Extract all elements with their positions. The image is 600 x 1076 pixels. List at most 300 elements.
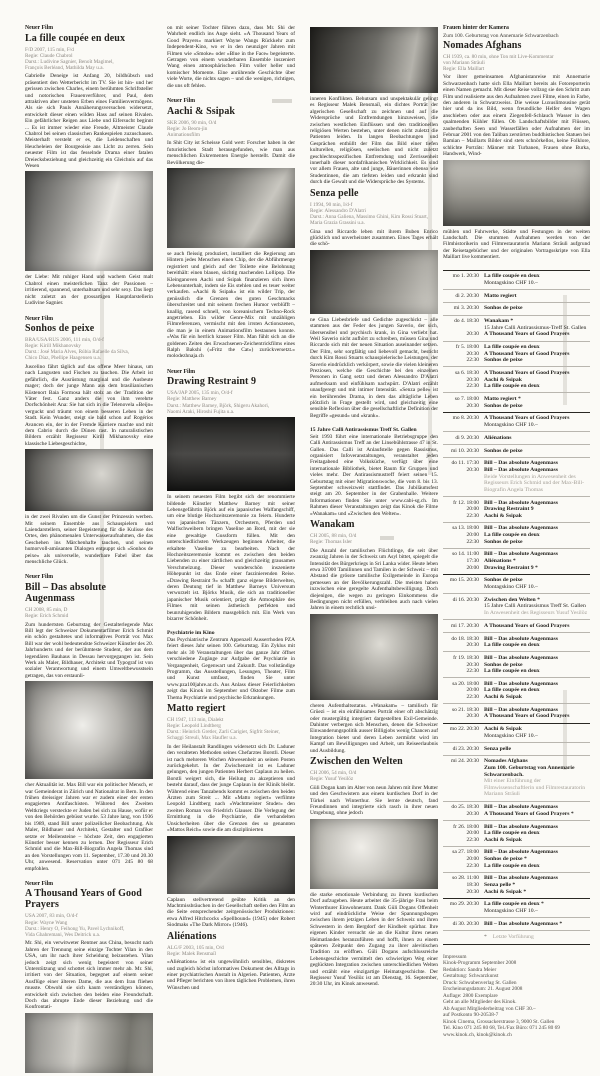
schedule-day [443,755,590,801]
show-datetime: mi 24. 20:30 [451,758,479,765]
schedule-row [443,422,590,429]
film-still-nomades [443,160,590,226]
schedule-day [443,677,590,703]
schedule-day [443,289,590,302]
schedule-row [443,694,590,701]
schedule-row [443,577,590,584]
film-meta-line: ALG/F 2003, 105 min, O/d [167,944,224,951]
film-meta-line: Animationsfilm [167,131,200,138]
film-meta-line: Darst.: Heinrich Gretler, Zarli Carigiet, Sigfrit Steiner, [167,729,280,736]
show-datetime: 22:30 [466,357,479,364]
show-datetime: mo 1. 20:30 [452,273,479,280]
show-film-title: Aachi & Ssipak * [484,888,527,895]
schedule-row [443,565,590,572]
schedule-row [443,293,590,300]
show-datetime: fr 12. 18:00 [453,499,479,506]
film-meta [167,390,295,414]
show-datetime [443,908,484,915]
schedule-row [443,280,590,287]
film-meta-line: CH 2008, 85 min, D [25,606,68,613]
schedule-row [443,713,590,720]
schedule-day [443,632,590,651]
schedule-row [443,403,590,410]
show-note: Zum 100. Geburtstag von Annemarie Schwarzenbach. [484,764,575,778]
schedule-day [443,366,590,392]
show-film-title: Matto regiert * [484,396,521,403]
show-film-title: Bill – Das absolute Augenmass [484,466,558,473]
schedule-row [443,551,590,558]
film-meta-line: Regie: Wayne Wang [25,919,68,926]
show-datetime [443,610,484,617]
film-meta [310,533,438,545]
show-datetime: sa 6. 18:30 [455,370,479,377]
show-film-title: Aachi & Ssipak [484,836,522,843]
article-body: Seit 1993 führt eine internationale Betriebsgruppe den Calli Antirassismus Treff an der Linsebühlstrasse 47 in St. Gallen. Das Calli ist Anlaufstelle gegen Rassismus, organisiert Infoveranstaltungen, veranstaltet jeden Freitagabend eine Volksküche, verfügt über eine internationale Bibliothek, bietet Raum für Gruppen und vieles mehr. Der Antirassismustreff feiert seinen 15. Geburtstag mit einer Migrationswoche, die vom 8. bis 13. September schweizweit stattfindet. Das Jubiläumsfest steigt am 20. September in der Grabenhalle. Weitere Informationen finden Sie unter www.cabi-sg.ch. Im Rahmen dieser Veranstaltungen zeigt das Kinok die Filme «Wanakam» und «Zwischen den Welten». [310,433,438,517]
show-datetime: mi 3. 20:30 [453,305,479,312]
show-film-title: La fille coupée en deux [484,532,540,539]
film-meta-line: Darst.: Ludivine Sagnier, Benoît Magimel, [25,58,114,65]
show-film-title: Sonhos de peixe [484,661,523,668]
schedule-row [443,655,590,662]
show-datetime: so 21. 18:30 [451,706,479,713]
show-film-title: A Thousand Years of Good Prayers * [484,810,574,817]
show-datetime: mo 22. 20:30 [449,726,479,733]
show-film-title: Bill – Das absolute Augenmass [484,680,558,687]
show-datetime: 20:30 [466,713,479,720]
schedule-day [443,593,590,619]
film-meta-line: Naomi Araki, Hiroshi Fujita u.a. [167,408,235,415]
show-datetime: mo 15. 20:30 [449,577,479,584]
section-kicker: Neuer Film [167,368,196,375]
schedule-day [443,801,590,820]
show-datetime [443,422,484,429]
article-body: in der zwei Rivalen um die Gunst der Prinzessin werben. Mit seinem Ensemble aus Schauspielern und Laiendarstellern, seiner Begeisterung für die Kulisse des Ortes, den phänomenalen Unterwasseraufnahmen, die das Geschehen ins Märchenhafte tauchen, und seinen humorvoll-amüsanten Dialogen entpuppt sich «Sonhos de peixe» als universelle, wunderbare Fabel über das menschliche Glück. [25,514,153,565]
film-meta-line: Maria Grazia Grassini u.a. [310,219,365,226]
article-body: «Aliénations» ist ein ungewöhnlich sensibles, diskretes und zugleich höchst informatives Dokument des Alltags in einer psychiatrischen Anstalt in Algerien. Patienten, Ärzte und Pfleger berichten von ihren täglichen Problemen, ihren Wünschen und [167,959,295,991]
film-title-wanakam: Wanakam [310,519,355,531]
article-body: In Shit City ist Scheisse Gold wert: Forscher haben in der futuristischen Stadt herausgefunden, wie man aus menschlichen Exkrementen Energie herstellt. Damit die Bevölkerung die- [167,140,295,166]
film-meta [25,913,153,937]
schedule-row [443,396,590,403]
schedule-day [443,271,590,289]
schedule-row [443,525,590,532]
schedule-row [443,623,590,630]
section-subkicker: Zum 100. Geburtstag von Annemarie Schwarzenbach [443,32,559,39]
show-film-title: A Thousand Years of Good Prayers [484,622,570,629]
schedule-day [443,444,590,457]
impressum-line: Geht an alle Mitglieder des Kinok. [443,999,517,1006]
impressum-line: Gestaltung: Schwarzkunst [443,973,499,980]
schedule-row [443,642,590,649]
film-meta-line: Regie: Thomas Isler [310,539,352,546]
film-meta-line: CH 1939, ca. 80 min, ohne Ton mit Live-Kommentar [443,53,554,60]
film-meta-line: Darst.: José Maria Alves, Rúbia Rafaelle da Silva, [25,349,130,356]
show-film-title: Aachi & Ssipak [484,726,522,733]
film-meta-line: USA/JAP 2005, 135 min, O/d-f [167,390,233,397]
impressum-line: Kinok Cinema, Grossackerstrasse 3, 9000 St. Gallen [443,1018,555,1025]
show-film-title: Sonhos de peixe [484,577,523,584]
film-meta-line: I 1994, 90 min, I/d-f [310,201,353,208]
section-kicker: Neuer Film [25,880,54,887]
show-film-title: A Thousand Years of Good Prayers [484,370,570,377]
schedule-day [443,341,590,367]
schedule-day [443,412,590,431]
schedule-day [443,574,590,593]
show-film-title: Bill – Das absolute Augenmass [484,849,558,856]
film-meta-line: F/D 2007, 115 min, F/d [25,46,74,53]
schedule-row [443,733,590,740]
film-meta [310,770,438,782]
show-datetime: di 2. 20:30 [455,292,479,299]
schedule-row [443,758,590,765]
schedule-day [443,723,590,742]
section-kicker: Neuer Film [25,315,54,322]
schedule-row [443,875,590,882]
series-heading: Psychiatrie im Kino [167,630,215,637]
show-datetime: 20:00 [466,687,479,694]
schedule-row [443,824,590,831]
film-meta-line: Regie: Leopold Lindtberg [167,723,221,730]
schedule-row [443,804,590,811]
article-body: inneren Konflikten. Behutsam und unspektakulär gelingt es Regisseur Malek Bensmaïl, ein dichtes Porträt der algerischen Gesellschaft zu zeichnen und auf die Widersprüche und Entfremdungen hinzuweisen, die zwischen westlichen Einflüssen und den traditionellen religiösen Werten bestehen, unter denen nicht zuletzt die Patienten leiden. In langen Beobachtungen und Gesprächen enthüllt der Film das Bild einer tiefen kulturellen, religiösen, seelischen und nicht zuletzt geschlechtsspezifischen Entfremdung und Zerrissenheit innerhalb dieser nordafrikanischen Wirklichkeit. Es sind vor allem Frauen, alte und junge, Bäuerinnen ebenso wie Studentinnen, die am tiefsten leiden und erkrankt sind durch die Gewalt und die Widersprüche des Systems. [310,96,438,186]
schedule-row [443,383,590,390]
show-datetime: so 14. 11:00 [452,551,479,558]
show-film-title: Wanakam * [484,318,514,325]
show-datetime: fr 5. 18:00 [455,344,479,351]
schedule-day [443,651,590,677]
show-datetime: 22:30 [466,512,479,519]
schedule-row [443,357,590,364]
show-note: 15 Jahre Calli Antirassismus Treff St. Gallen [484,603,586,610]
film-still-wanakam-girl [310,614,438,700]
show-note: Montagskino CHF 10.– [484,908,538,914]
schedule-row [443,318,590,325]
show-datetime: mi 17. 20:30 [451,622,479,629]
film-title-la-fille-coupee-en-deux: La fille coupée en deux [25,32,126,44]
film-meta-line: CH 2005, 88 min, O/d [310,533,357,540]
film-meta-line: Regie: Ella Maillart [443,65,485,72]
impressum [443,954,590,1039]
schedule-row [443,811,590,818]
show-film-title: Bill – Das absolute Augenmass [484,525,558,532]
film-meta [25,337,153,361]
schedule-day [443,315,590,341]
show-datetime [443,474,484,494]
schedule-row [443,726,590,733]
schedule-row [443,539,590,546]
film-meta [310,202,438,226]
schedule-day [443,392,590,411]
show-datetime [443,280,484,287]
impressum-line: Ab August Mitgliederbeitrag von CHF 30.– [443,1005,536,1012]
show-datetime: di 16. 20:30 [452,596,479,603]
film-title-alienations: Aliénations [167,930,217,942]
show-film-title: Sonhos de peixe [484,538,523,545]
article-body: die starke emotionale Verbindung zu ihrem kurdischen Dorf aufzugeben. Heute arbeitet die 35-jährige Frau beim Winterthurer Einwohneramt. Dank Güli Dogans Offenheit wird auf eindrückliche Weise der Spannungsbogen zwischen ihrem jetzigen Leben in der Schweiz und ihren Schwestern in dem Bergdorf der Kindheit spürbar. Ihre eigenen Kinder versucht sie an die Kultur ihres neuen Heimatlandes heranzuführen und hofft, ihnen zu einem späteren Zeitpunkt den Zugang zu ihrer alevitischen Tradition zu eröffnen. Güli Dogans aufschlussreiche Lebensgeschichte vermittelt den schwierigen Weg einer geglückten Integration zwischen unterschiedlichen Welten und erzählt eine einzigartige Heimatsgeschichte. Der Regisseur Yusuf Yesilöz ist am Dienstag, 16. September, 20:30 Uhr, im Kinok anwesend. [310,891,438,988]
show-film-title: Aliénations [484,434,512,441]
section-kicker: Frauen hinter der Kamera [443,25,509,31]
film-still-la-fille [25,171,153,271]
show-note: Montagskino CHF 10.– [484,732,538,739]
schedule-row [443,610,590,617]
show-datetime [443,325,484,332]
film-title-nomades-afghans: Nomades Afghans [443,39,522,51]
show-datetime: mo 8. 20:30 [452,415,479,422]
film-meta-line: CH 1947, 113 min, Dialekt [167,716,224,723]
film-meta-line: SKR 2006, 90 min, O/d [167,119,217,126]
show-datetime: fr 26. 18:00 [453,823,479,830]
show-datetime: 22:30 [466,694,479,701]
schedule-row [443,351,590,358]
show-film-title: Aachi & Ssipak [484,376,522,383]
schedule-row [443,331,590,338]
film-still-sonhos [25,449,153,511]
asterisk-mark: * [484,934,487,941]
schedule-row [443,305,590,312]
show-datetime: 20:30 [466,810,479,817]
film-meta-line: Chico Díaz, Phellipe Haagensen u.a. [25,355,101,362]
show-film-title: La fille coupée en deux [484,344,540,351]
film-meta-line: BRA/USA/RUS 2006, 111 min, O/d-f [25,337,104,343]
schedule-day [443,522,590,548]
film-meta-line: Darst.: Anna Galiena, Massimo Ghini, Kim Rossi Stuart, [310,213,429,220]
show-film-title: Sonhos de peixe [484,305,523,312]
show-datetime: 22:30 [466,383,479,390]
film-meta-line: Regie: Kirill Mikhanovsky [25,343,81,350]
show-film-title: Drawing Restraint 9 [484,506,534,513]
show-film-title: Bill – Das absolute Augenmass [484,804,558,811]
schedule-row [443,500,590,507]
film-meta [443,54,590,72]
schedule-row [443,344,590,351]
show-datetime [443,765,484,778]
impressum-line: Kinok-Programm September 2008 [443,960,517,967]
show-datetime: 22:30 [466,836,479,843]
film-meta-line: CH 2006, 54 min, O/d [310,770,357,777]
article-body: Gina und Riccardo leben mit ihrem Buben Enrico glücklich und unverheiratet zusammen. Eines Tages erhält die schö- [310,228,438,248]
schedule-row [443,603,590,610]
schedule-row [443,460,590,467]
film-meta-line: Schaggi Streuli, Max Haufler u.a. [167,735,237,742]
show-datetime: 20:30 [466,661,479,668]
show-film-title: Zwischen den Welten * [484,596,540,603]
show-film-title: La fille coupée en deux [484,687,540,694]
schedule-row [443,467,590,474]
program-schedule [443,270,590,945]
show-datetime: do 11. 17:30 [451,460,479,467]
show-datetime: 22:30 [466,538,479,545]
show-datetime: 20:30 [466,888,479,895]
show-note: Mit einer Einführung der Filmwissenschaftlerin und Filmrestauratorin Mariann Sträuli [484,778,586,798]
show-datetime: 22:30 [466,862,479,869]
article-body: Caplaun stellvertretend geübte Kritik an den Machtmissbräuchen in der Gesellschaft stellen den Film an die Seite entsprechender zeitgenössischer Produktionen: etwa Alfred Hitchcocks «Spellbound» (1945) oder Robert Siodmaks «The Dark Mirror» (1946). [167,896,295,929]
film-meta-line: Regie: Jo Beom-jin [167,125,208,132]
film-title-aachi-ssipak: Aachi & Ssipak [167,105,236,117]
film-meta-line: USA 2007, 83 min, O/d-f [25,913,78,920]
schedule-row [443,889,590,896]
show-film-title: Bill – Das absolute Augenmass * [484,920,563,927]
show-datetime: mo 29. 20:30 [449,901,479,908]
schedule-row [443,636,590,643]
schedule-day [443,431,590,444]
show-datetime: di 9. 20:30 [455,434,479,441]
show-datetime: 20:00 [466,564,479,571]
film-meta-line: Regie: Yusuf Yesilöz [310,776,354,783]
show-film-title: La fille coupée en deux [484,668,540,675]
film-meta-line: Darst.: Henry O, Feihong Yu, Pavel Lychnikoff, [25,925,125,932]
film-title-senza-pelle: Senza pelle [310,187,359,199]
show-film-title: Senza pelle [484,745,512,752]
show-datetime: fr 19. 18:30 [453,654,479,661]
schedule-day [443,742,590,755]
impressum-line: Druck: Schwabenverlag St. Gallen [443,979,517,986]
schedule-row [443,830,590,837]
schedule-row [443,681,590,688]
section-kicker: Neuer Film [25,25,54,31]
show-datetime: 20:30 [466,376,479,383]
show-film-title: Bill – Das absolute Augenmass [484,706,558,713]
show-datetime: 20:30 [466,642,479,649]
article-body: In seinem neuesten Film begibt sich der renommierte bildende Künstler Matthew Barney mit seiner Lebensgefährtin Björk auf ein japanisches Walfangschiff, um eine blutige Hochzeitszeremonie zu feiern. Hunderte von japanischen Tänzern, Orchestern, Pferden und Walfischweibern bringen Vaseline an Bord, mit der sie eine gewaltige Gussform füllen. Mit den unterschiedlichsten Werkzeugen beginnen Arbeiter, die erkaltete Vaseline zu bearbeiten. Nach der Hochzeitszeremonie kommt es zwischen den beiden Liebenden zu einer zärtlichen und gleichzeitig grausamen Verschmelzung. Dieser wunderschön inszenierte Höhepunkt ist das Ende einer faszinierenden Reise. «Drawing Restraint 9» schafft ganz eigene Bilderwelten, deren Deutung tief in Matthew Barneys Universum verwurzelt ist. Björks Musik, die sich an traditioneller japanischer Musik orientiert, prägt die Atmosphäre des Filmes mit seinen ästhetisch perfekten und beunruhigenden Bildern massgeblich mit. Ein Werk von bizarrer Schönheit. [167,494,295,622]
article-body: Gabrielle Deneige ist Anfang 20, bildhübsch und präsentiert den Wetterbericht im TV. Sie ist hin- und her gerissen zwischen Charles, einem berühmten Schriftsteller und notorischen Frauenverführer, und Paul, dem attraktiven aber unsteten Erben eines Familienvermögens. Als sie sich Pauls Annäherungsversuchen widersetzt, entwickelt dieser einen wilden Hass auf seinen Rivalen. Ein gefährlicher Reigen aus Liebe und Eifersucht beginnt ... Es ist immer wieder eine Freude, Altmeister Claude Chabrol bei seinen classischen Rankespielen zuzuschauen. Meisterhaft versteht er es, die Leidenschaften und Heucheleien der Bourgeoisie ans Licht zu zerren. Sein neuester Film ist das fesselnde Drama einer fatalen Dreiecksbeziehung und gleichzeitig ein Gleichnis auf das Wesen [25,73,153,170]
impressum-heading: Impressum [443,953,467,960]
show-datetime [443,603,484,610]
schedule-day [443,872,590,898]
schedule-row [443,687,590,694]
show-film-title: Sonhos de peixe [484,402,523,409]
film-title-zwischen-den-welten: Zwischen den Welten [310,756,403,768]
schedule-day [443,820,590,846]
schedule-row [443,837,590,844]
show-datetime: 18:30 [466,882,479,889]
article-body: Zum hundertsten Geburtstag der Gestalterlegende Max Bill legt der Schweizer Dokumentarfilmer Erich Schmid ein schön gestaltetes und informatives Porträt vor. Max Bill war der wohl bedeutendste Schweizer Künstler des 20. Jahrhunderts und der berühmteste Student, der aus dem legendären Bauhaus in Dessau hervorgegangen ist. Sein Werk als Maler, Bildhauer, Architekt und Typograf ist von sozialer Verantwortung und einem Umweltbewusstsein getragen, das von erstaunli- [25,621,153,679]
article-body: on mit seiner Tochter führen dazu, dass Mr. Shi der Wahrheit endlich ins Auge sieht. «A Thousand Years of Good Prayers» markiert Wayne Wangs Rückkehr zum Independent-Kino, wo er in den neunziger Jahren mit Filmen wie «Smoke» oder «Blue in the Face» begeisterte. Getragen von einem wunderbaren Ensemble inszeniert Wang einen atmosphärischen Film voller heller und komischer Momente. Eine anrührende Geschichte über viele Worte, die nichts sagen – und die wenigen, richtigen, die uns oft fehlen. [167,25,295,89]
schedule-row [443,863,590,870]
show-datetime: 20:00 [466,856,479,863]
impressum-line: Erscheinungsdatum: 21. August 2008 [443,986,523,993]
schedule-row [443,448,590,455]
article-body: Vor ihrer gemeinsamen Afghanistanreise mit Annemarie Schwarzenbach hatte sich Ella Maillart bereits als Fotoreporterin einen Namen gemacht. Mit dieser Reise vollzog sie den Schritt zum Film und realisierte aus den Aufnahmen zwei Filme, einen in Farbe, den anderen in Schwarzweiss. Die weisse Luxuslimousine gerät hier und da ins Bild, wenn freundliche Helfer den Wagen anschieben oder aus einem Ziegenfell-Schlauch Wasser in den qualmenden Kühler füllen. Ob Landschaftsbilder mit Flüssen, zauberhaften Seen und Wasserfällen oder Aufnahmen der im Februar 2001 von den Taliban zerstörten buddhistischen Statuen bei Bamian – Maillarts Bilder sind stets schnörkellos, keine Folklore, schlichte Porträts: Männer mit Turbanen, Frauen ohne Burka, Handwerk, Wind- [443,74,590,158]
schedule-row [443,908,590,915]
section-kicker: Neuer Film [167,98,196,105]
film-still-drawing-restraint [167,417,295,491]
article-body: cher Aktualität ist. Max Bill war ein politischer Mensch, er war Gemeinderat in Zürich und Nationalrat in Bern. In den frühen dreissiger Jahren war er zudem einer der ersten engagierten Antifaschisten. Während des Zweiten Weltkriegs versteckte er Juden bei sich zu Hause, wofür er von den Behörden gebüsst wurde. 53 Jahre lang, von 1936 bis 1989, stand Bill unter polizeilicher Beobachtung. Als Maler, Bildhauer und Architekt, Gestalter und Grafiker setzte er Meilensteine – höchste Zeit, den engagierten Künstler besser kennen zu lernen. Der Regisseur Erich Schmid und die Max-Bill-Biografin Angela Thomas sind an den Vorstellungen vom 11. September, 17.30 und 20.30 Uhr, anwesend. Reservation unter 071 245 80 68 empfohlen. [25,782,153,872]
schedule-row [443,921,590,928]
column-2 [167,25,295,993]
impressum-line: Redaktion: Sandra Meier [443,966,497,973]
show-datetime: di 23. 20:30 [452,745,479,752]
film-meta-line: Regie: Matthew Barney [167,396,217,403]
impressum-line: www.kinok.ch, kinok@kinok.ch [443,1031,512,1038]
show-datetime: sa 13. 18:00 [452,525,479,532]
schedule-row [443,474,590,494]
schedule-row [443,746,590,753]
show-film-title: Aachi & Ssipak [484,694,522,701]
film-title-sonhos-de-peixe: Sonhos de peixe [25,323,95,334]
film-title-matto-regiert: Matto regiert [167,702,226,714]
show-film-title: Bill – Das absolute Augenmass [484,654,558,661]
schedule-row [443,370,590,377]
schedule-day [443,898,590,917]
article-body: ne Gina Liebesbriefe und Gedichte zugeschickt – alle stammen aus der Feder des jungen Saverio, der sich, übersensibel und psychisch krank, in Gina verliebt hat. Weil Saverio nicht aufhört zu schreiben, müssen Gina und Riccardo sich mit der neuen Situation auseinander setzen. Der Film, sehr sorgfältig und liebevoll gemacht, besticht durch Kim Rossi Stuarts schauspielerische Leistungen, der Saverio eindrücklich verkörpert, sowie die vielen kleineren Preziosen, welche die Geschichte bei den einzelnen Personen in Gang setzt und denen Alessandro D'Alatri aufmerksam und einfühlsam nachspürt. D'Alatri erzählt unaufgeregt und mit intimer Intensität. «Senza pelle» ist ein berührendes Drama, in dem das alltägliche Leben plötzlich in Frage gestellt wird, und gleichzeitig eine sensible Reflexion über die gesellschaftliche Definition der Begriffe «gesund» und «krank». [310,316,438,419]
film-meta-line: Regie: Malek Bensmaïl [167,950,216,957]
column-3 [310,25,438,990]
show-film-title: A Thousand Years of Good Prayers [484,331,570,338]
show-datetime: do 25. 18:30 [451,804,479,811]
show-film-title: La fille coupée en deux [484,862,540,869]
schedule-row [443,901,590,908]
show-film-title: Nomades Afghans [484,758,528,765]
show-film-title: La fille coupée en deux [484,273,540,280]
column-1 [25,25,153,1076]
show-note: Beide Vorstellungen in Anwesenheit des Regisseurs Erich Schmid und der Max-Bill-Biografin Angela Thomas [484,473,584,493]
film-still-thousand-years [25,1013,153,1073]
show-datetime: 17:30 [466,558,479,565]
article-body: mühlen und Fuhrwerke, Städte und Festungen in der weiten Landschaft. Die stummen Aufnahmen werden von der Filmhistorikerin und Filmrestauratorin Mariann Sträuli aufgrund der Reisetagebücher und der originalen Vortragsskripte von Ella Maillart live kommentiert. [443,228,590,261]
show-datetime: 20:00 [466,532,479,539]
show-film-title: Bill – Das absolute Augenmass [484,499,558,506]
schedule-footnote [443,930,590,944]
schedule-day [443,917,590,930]
schedule-day [443,703,590,722]
film-still-aachi [167,168,295,248]
schedule-row [443,778,590,798]
schedule-row [443,662,590,669]
film-meta [167,717,295,741]
schedule-row [443,435,590,442]
schedule-row [443,765,590,778]
article-body: Juscelino fährt täglich auf das offene Meer hinaus, um nach Langusten und Fischen zu tauchen. Die Arbeit ist gefährlich, die Ausrüstung marginal und die Ausbeute mager; doch der junge Mann aus dem brasilianischen Küstenort Baia Formosa hält stolz an der Tradition der Väter fest. Ganz anders die von ihm verehrte Dorfschönheit Ana: Sie hat sich in die Telenovela «Beijo» verguckt und träumt von einem besseren Leben in der Stadt. Kein Wunder, steigt sie bald schon auf Rogérios Avancen ein, der in der Fremde Karriere machte und mit dem Cabrio durch die Dünen rast. In naturalistischen Bildern erzählt Regisseur Kirill Mikhanovsky eine klassische Liebesgeschichte, [25,363,153,447]
film-meta-line: Regie: Erich Schmid [25,613,69,619]
show-datetime: do 4. 18:30 [454,318,479,325]
show-datetime: 22:30 [466,668,479,675]
film-still-alienations-faces [310,27,438,93]
show-note: Montagskino CHF 10.– [484,584,538,590]
schedule-row [443,584,590,591]
schedule-row [443,513,590,520]
show-film-title: La fille coupée en deux [484,383,540,390]
schedule-row [443,506,590,513]
schedule-row [443,532,590,539]
film-meta-line: François Berléand, Mathilda May u.a. [25,64,104,71]
show-datetime: so 28. 11:00 [452,875,479,882]
film-meta [167,945,295,957]
film-meta-line: Vida Ghahremani, Wes Deitrick u.a. [25,931,101,938]
show-film-title: Sonhos de peixe [484,447,523,454]
article-body: Das Psychiatrische Zentrum Appenzell Ausserrhoden PZA feiert dieses Jahr seinen 100. Geburtstag. Ein Zyklus mit mehr als 30 Veranstaltungen über das ganze Jahr öffnet verschiedene Zugänge zur Aufgabe der Psychiatrie in Vergangenheit, Gegenwart und Zukunft. Das vollständige Programm, das Ausstellungen, Lesungen, Theater, Film und Kunst umfasst, finden Sie unter www.pza100jahre.ar.ch. Aus Anlass dieser Feierlichkeiten zeigt das Kinok im September und Oktober Filme zum Thema Psychiatrie und psychische Erkrankungen. [167,636,295,701]
article-body: Güli Dogan kam im Alter von neun Jahren mit ihrer Mutter und den Geschwistern aus einem kurdischen Dorf in der Türkei nach Winterthur. Sie lernte deutsch, fand Freundinnen und integrierte sich rasch in ihrer neuen Umgebung, ohne jedoch [310,784,438,817]
film-still-senza [310,250,438,314]
show-film-title: Bill – Das absolute Augenmass [484,551,558,558]
show-film-title: A Thousand Years of Good Prayers [484,415,570,422]
show-datetime [443,733,484,740]
film-still-bill [25,681,153,779]
show-datetime: sa 27. 18:00 [452,849,479,856]
show-film-title: Matto regiert [484,292,517,299]
schedule-day [443,457,590,496]
show-datetime: 20:00 [466,830,479,837]
schedule-row [443,707,590,714]
impressum-line: Auflage: 2800 Exemplare [443,992,498,999]
show-film-title: Bill – Das absolute Augenmass [484,460,558,467]
show-datetime: di 30. 20:30 [452,920,479,927]
show-film-title: A Thousand Years of Good Prayers [484,350,570,357]
show-film-title: Aachi & Ssipak [484,512,522,519]
show-note: Montagskino CHF 10.– [484,422,538,428]
schedule-day [443,846,590,872]
film-meta [25,607,153,619]
schedule-row [443,668,590,675]
